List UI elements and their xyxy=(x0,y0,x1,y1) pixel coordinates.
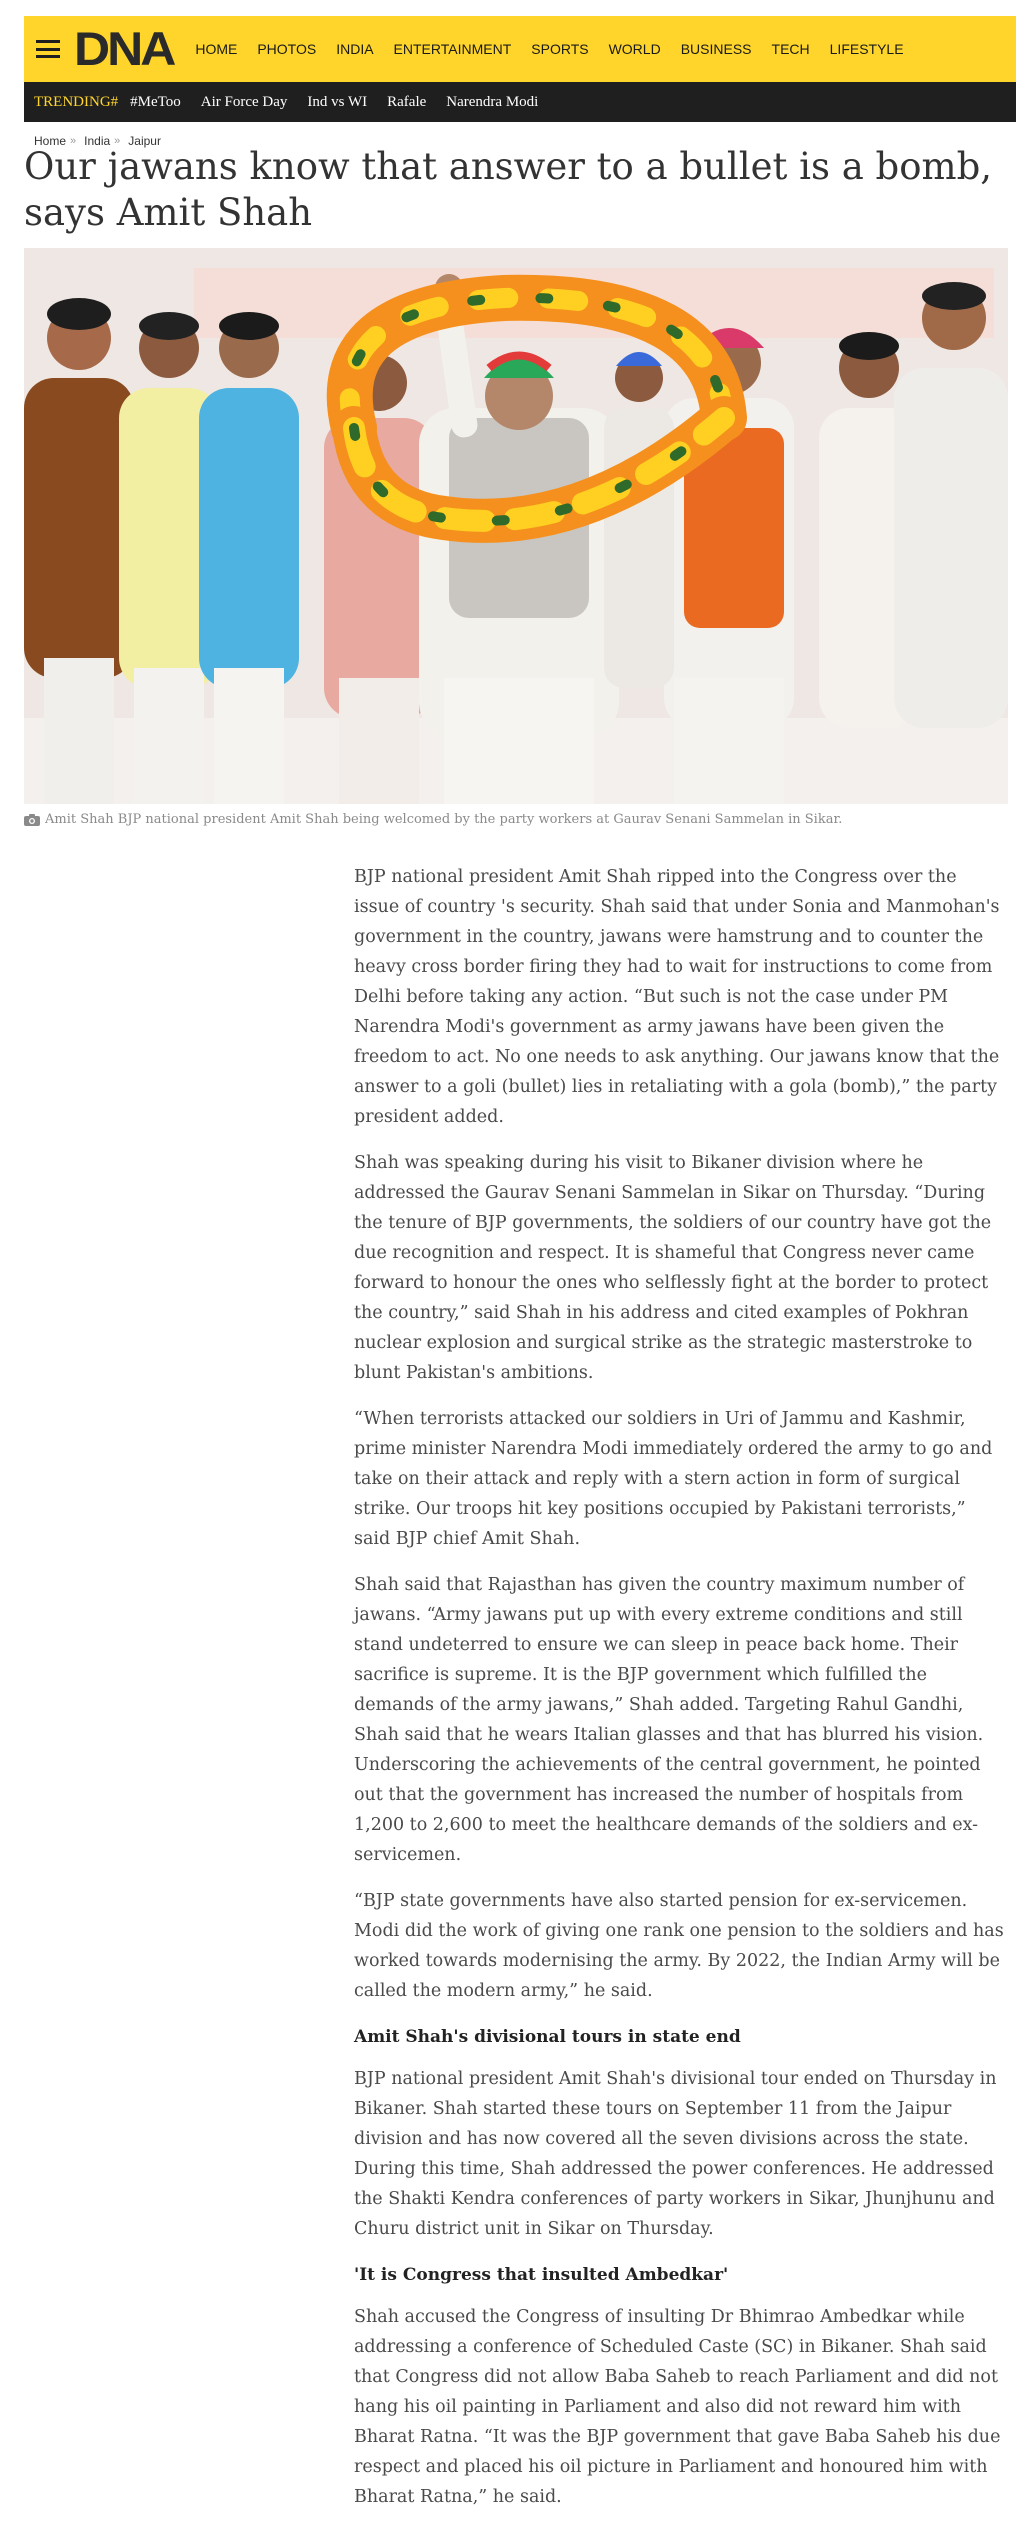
article-paragraph: “When terrorists attacked our soldiers in Uri of Jammu and Kashmir, prime minister Narendra Modi immediately ordered the army to go and take on their attack and reply with a stern action in form of surgical strike. Our troops hit key positions occupied by Pakistani terrorists,” said BJP chief Amit Shah. xyxy=(354,1409,993,1549)
trending-item[interactable]: #MeToo xyxy=(130,93,181,110)
nav-home[interactable]: HOME xyxy=(195,41,238,57)
article-body xyxy=(354,862,1004,2528)
nav-entertainment[interactable]: ENTERTAINMENT xyxy=(393,41,512,57)
nav-tech[interactable]: TECH xyxy=(771,41,810,57)
trending-item[interactable]: Narendra Modi xyxy=(446,93,539,110)
article-paragraph: Shah was speaking during his visit to Bikaner division where he addressed the Gaurav Senani Sammelan in Sikar on Thursday. “During the tenure of BJP governments, the soldiers of our country have got the due recognition and respect. It is shameful that Congress never came forward to honour the ones who selflessly fight at the border to protect the country,” said Shah in his address and cited examples of Pokhran nuclear explosion and surgical strike as the strategic masterstroke to blunt Pakistan's ambitions. xyxy=(354,1153,992,1383)
site-header xyxy=(24,16,1016,82)
article-paragraph: BJP national president Amit Shah's divisional tour ended on Thursday in Bikaner. Shah started these tours on September 11 from the Jaipur division and has now covered all the seven divisions across the state. During this time, Shah addressed the power conferences. He addressed the Shakti Kendra conferences of party workers in Sikar, Jhunjhunu and Churu district unit in Sikar on Thursday. xyxy=(354,2069,997,2239)
breadcrumb-separator-icon: » xyxy=(114,135,121,147)
trending-item[interactable]: Air Force Day xyxy=(200,93,288,110)
nav-photos[interactable]: PHOTOS xyxy=(257,41,317,57)
nav-business[interactable]: BUSINESS xyxy=(680,41,752,57)
nav-sports[interactable]: SPORTS xyxy=(531,41,589,57)
site-logo[interactable]: DNA xyxy=(74,22,174,76)
article-paragraph: Shah accused the Congress of insulting Dr Bhimrao Ambedkar while addressing a conference of Scheduled Caste (SC) in Bikaner. Shah said that Congress did not allow Baba Saheb to reach Parliament and did not hang his oil painting in Parliament and also did not reward him with Bharat Ratna. “It was the BJP government that gave Baba Saheb his due respect and placed his oil picture in Parliament and honoured him with Bharat Ratna,” he said. xyxy=(354,2307,1001,2507)
article-paragraph: BJP national president Amit Shah ripped into the Congress over the issue of country 's security. Shah said that under Sonia and Manmohan's government in the country, jawans were hamstrung and to counter the heavy cross border firing they had to wait for instructions to come from Delhi before taking any action. “But such is not the case under PM Narendra Modi's government as army jawans have been given the freedom to act. No one needs to ask anything. Our jawans know that the answer to a goli (bullet) lies in retaliating with a gola (bomb),” the party president added. xyxy=(354,867,1000,1127)
caption-text: Amit Shah BJP national president Amit Shah being welcomed by the party workers at Gaurav Senani Sammelan in Sikar. xyxy=(45,812,843,827)
menu-icon[interactable] xyxy=(36,40,60,58)
trending-label: TRENDING# xyxy=(34,93,119,110)
image-caption xyxy=(24,812,842,827)
trending-item[interactable]: Ind vs WI xyxy=(307,93,368,110)
article-paragraph: Shah said that Rajasthan has given the country maximum number of jawans. “Army jawans put up with every extreme conditions and still stand undeterred to ensure we can sleep in peace back home. Their sacrifice is supreme. It is the BJP government which fulfilled the demands of the army jawans,” Shah added. Targeting Rahul Gandhi, Shah said that he wears Italian glasses and that has blurred his vision. Underscoring the achievements of the central government, he pointed out that the government has increased the number of hospitals from 1,200 to 2,600 to meet the healthcare demands of the soldiers and ex-servicemen. xyxy=(354,1575,984,1865)
camera-icon xyxy=(24,813,40,826)
breadcrumb-jaipur[interactable]: Jaipur xyxy=(128,134,161,148)
article-title: Our jawans know that answer to a bullet is a bomb, says Amit Shah xyxy=(24,145,993,234)
nav-india[interactable]: INDIA xyxy=(336,41,374,57)
nav-lifestyle[interactable]: LIFESTYLE xyxy=(829,41,904,57)
main-nav xyxy=(195,41,923,57)
hero-image xyxy=(24,248,1008,804)
nav-world[interactable]: WORLD xyxy=(608,41,661,57)
trending-bar xyxy=(24,82,1016,122)
trending-item[interactable]: Rafale xyxy=(387,93,427,110)
article-subheading: 'It is Congress that insulted Ambedkar' xyxy=(354,2265,729,2285)
breadcrumb-home[interactable]: Home xyxy=(34,134,67,148)
article-paragraph: “BJP state governments have also started pension for ex-servicemen. Modi did the work of giving one rank one pension to the soldiers and has worked towards modernising the army. By 2022, the Indian Army will be called the modern army,” he said. xyxy=(354,1891,1004,2001)
breadcrumb-separator-icon: » xyxy=(70,135,77,147)
article-subheading: Amit Shah's divisional tours in state end xyxy=(354,2027,741,2047)
breadcrumb-india[interactable]: India xyxy=(84,134,111,148)
